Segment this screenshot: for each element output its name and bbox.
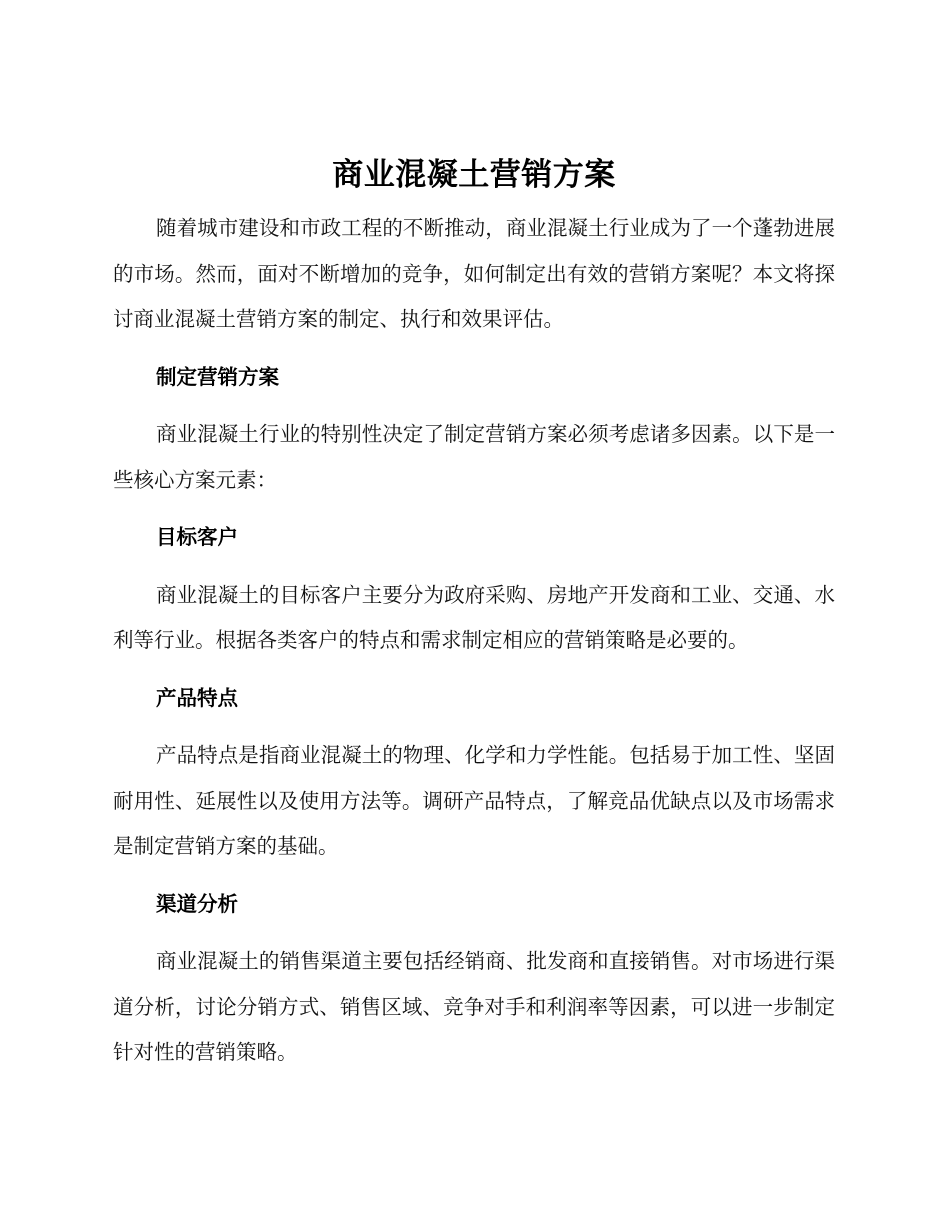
section-body-target-customers: 商业混凝土的目标客户主要分为政府采购、房地产开发商和工业、交通、水利等行业。根据各类客户的特点和需求制定相应的营销策略是必要的。	[113, 582, 835, 652]
section-body-strategy: 商业混凝土行业的特别性决定了制定营销方案必须考虑诸多因素。以下是一些核心方案元素：	[113, 422, 835, 492]
section-body-channel-analysis: 商业混凝土的销售渠道主要包括经销商、批发商和直接销售。对市场进行渠道分析，讨论分销方式、销售区域、竞争对手和利润率等因素，可以进一步制定针对性的营销策略。	[113, 949, 835, 1064]
section-heading-strategy: 制定营销方案	[156, 364, 279, 389]
document-content	[113, 150, 835, 1076]
section-heading-target-customers: 目标客户	[156, 525, 238, 549]
intro-paragraph: 随着城市建设和市政工程的不断推动，商业混凝土行业成为了一个蓬勃进展的市场。然而，面对不断增加的竞争，如何制定出有效的营销方案呢？本文将探讨商业混凝土营销方案的制定、执行和效果评估。	[113, 216, 835, 331]
section-body-product-features: 产品特点是指商业混凝土的物理、化学和力学性能。包括易于加工性、坚固耐用性、延展性以及使用方法等。调研产品特点，了解竞品优缺点以及市场需求是制定营销方案的基础。	[113, 743, 835, 858]
section-heading-channel-analysis: 渠道分析	[156, 891, 238, 916]
document-title: 商业混凝土营销方案	[332, 157, 616, 193]
section-heading-product-features: 产品特点	[156, 685, 238, 710]
